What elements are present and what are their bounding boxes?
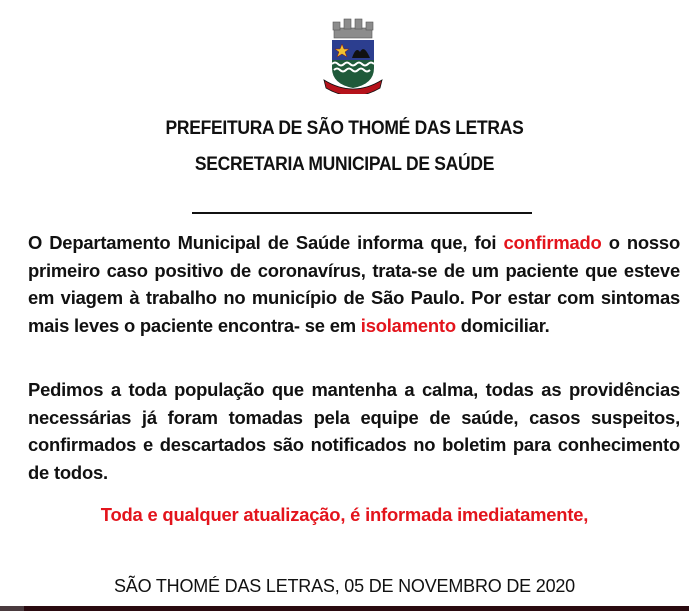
paragraph-announcement bbox=[28, 229, 680, 339]
paragraph-text: domiciliar. bbox=[455, 314, 550, 336]
coat-of-arms-icon bbox=[322, 18, 384, 94]
update-notice: Toda e qualquer atualização, é informada imediatamente, bbox=[100, 504, 589, 525]
bottom-bar bbox=[0, 606, 689, 611]
bottom-bar-left bbox=[0, 606, 24, 611]
paragraph-text: o nosso primeiro caso positivo de coronavírus, trata-se de um paciente que esteve em viagem à trabalho no município de São Paulo. Por estar com sintomas mais leves o paciente encontra- se em bbox=[28, 232, 680, 336]
place-date: SÃO THOMÉ DAS LETRAS, 05 DE NOVEMBRO DE 2020 bbox=[113, 576, 575, 596]
divider-line bbox=[192, 212, 532, 214]
highlight-isolation: isolamento bbox=[360, 314, 456, 336]
header-subtitle: SECRETARIA MUNICIPAL DE SAÚDE bbox=[194, 154, 495, 175]
paragraph-request: Pedimos a toda população que mantenha a calma, todas as providências necessárias já foram tomadas pela equipe de saúde, casos suspeitos, confirmados e descartados são notificados no boletim para conhecimento de todos. bbox=[28, 379, 680, 483]
highlight-confirmed: confirmado bbox=[503, 232, 602, 253]
paragraph-text: O Departamento Municipal de Saúde informa que, foi bbox=[28, 232, 504, 253]
header-title: PREFEITURA DE SÃO THOMÉ DAS LETRAS bbox=[165, 118, 524, 139]
